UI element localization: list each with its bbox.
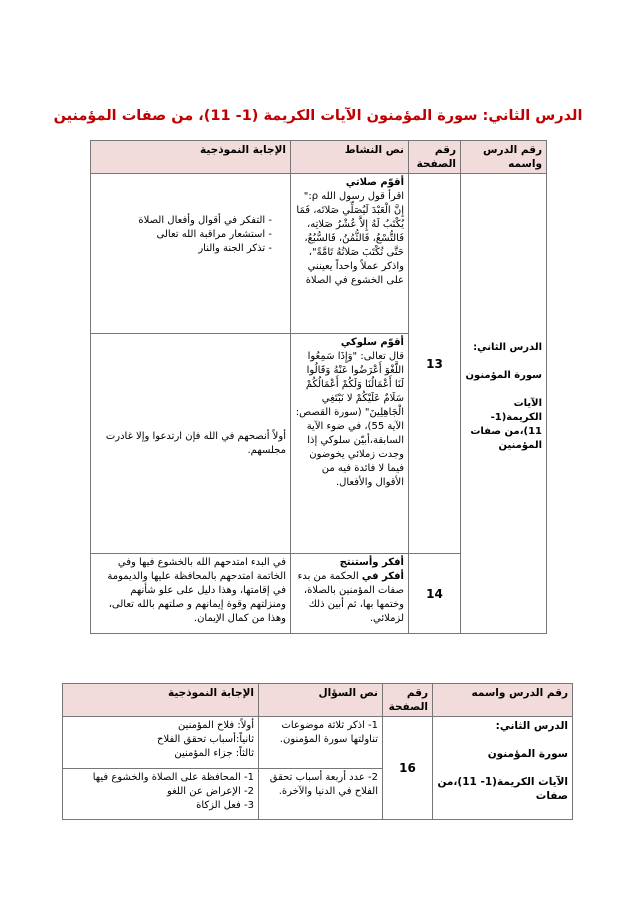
page-number: 16 (383, 717, 433, 820)
activity-heading: أقوّم صلاتي (345, 177, 404, 188)
page-number: 14 (409, 554, 461, 634)
lesson-surah: سورة المؤمنون (487, 748, 568, 760)
activity-cell (291, 174, 409, 334)
question-cell: 2- عدد أربعة أسباب تحقق الفلاح في الدنيا والآخرة. (259, 768, 383, 820)
activity-cell (291, 554, 409, 634)
activity-text: اقرأ قول رسول الله ρ:" إِنَّ الْعَبْدَ لَيُصَلِّي صَلاتَه، فَمَا يُكْتَبُ لَهُ إِلاَّ عُشْرُ صَلاتِه، فَالتُّسْعُ، فَالثُّمُنُ، فَالسُّبُعُ، حَتَّى تُكْتَبَ صَلاتُهُ تَامَّةً"، واذكر عملاً واحداً يعينني على الخشوع في الصلاة (296, 191, 404, 286)
header-answer: الإجابة النموذجية (91, 141, 291, 174)
lesson-name-cell (433, 717, 573, 820)
header-page: رقم الصفحة (383, 684, 433, 717)
activity-body: الحكمة من بدء صفات المؤمنين بالصلاة، وختمها بها، ثم أبين ذلك لزملائي. (297, 571, 404, 624)
answer-item: - تذكر الجنة والنار (95, 242, 272, 256)
answer-cell (63, 768, 259, 820)
answer-item: 1- المحافظة على الصلاة والخشوع فيها (92, 771, 254, 783)
activity-heading: أقوّم سلوكي (340, 337, 404, 348)
activity-text (295, 570, 404, 626)
header-lesson: رقم الدرس واسمه (433, 684, 573, 717)
answer-cell (91, 174, 291, 334)
lesson-verses: الآيات الكريمة(1- 11)،من صفات (437, 776, 568, 802)
question-cell: 1- اذكر ثلاثة موضوعات تناولتها سورة المؤمنون. (259, 717, 383, 769)
answer-cell: في البدء امتدحهم الله بالخشوع فيها وفي الخاتمة امتدحهم بالمحافظة عليها والديمومة في إقامتها، وهذا دليل على علو شأنهم ومنزلتهم وقوة إيمانهم و صلتهم بالله تعالى، وهذا من كمال الإيمان. (91, 554, 291, 634)
activity-cell (291, 334, 409, 554)
header-activity: نص النشاط (291, 141, 409, 174)
table-header-row (63, 684, 573, 717)
lesson-label: الدرس الثاني: (495, 720, 568, 732)
answer-item: 2- الإعراض عن اللغو (166, 785, 254, 797)
header-page: رقم الصفحة (409, 141, 461, 174)
table-row (63, 717, 573, 769)
table-header-row (91, 141, 547, 174)
answer-item: - التفكر في أقوال وأفعال الصلاة (95, 214, 272, 228)
page-number: 13 (409, 174, 461, 554)
answer-list (95, 214, 286, 256)
lesson-surah: سورة المؤمنون (465, 369, 542, 381)
answer-item: أولاً: فلاح المؤمنين (177, 720, 254, 731)
answer-item: 3- فعل الزكاة (196, 799, 254, 811)
activity-heading: أفكر وأستنتج (339, 557, 404, 568)
lesson-verses: الآيات الكريمة(1- 11)،من صفات المؤمنين (470, 397, 542, 451)
answer-cell: أولاً أنصحهم في الله فإن ارتدعوا وإلا غادرت مجلسهم. (91, 334, 291, 554)
answer-item: ثانياً:أسباب تحقق الفلاح (157, 734, 254, 745)
lesson-activities-table (90, 140, 547, 634)
activity-subheading: أفكر في (361, 571, 404, 582)
activity-text: قال تعالى: "وَإِذَا سَمِعُوا اللَّغْوَ أَعْرَضُوا عَنْهُ وَقَالُوا لَنَا أَعْمَالُنَا وَلَكُمْ أَعْمَالُكُمْ سَلَامٌ عَلَيْكُمْ لا نَبْتَغِي الْجَاهِلِينَ" (سورة القصص: الآية 55)، في ضوء الآية السابقة،أبيّن سلوكي إذا وجدت زملائي يخوضون فيما لا فائدة فيه من الأقوال والأفعال. (295, 351, 404, 488)
answer-cell (63, 717, 259, 769)
header-question: نص السؤال (259, 684, 383, 717)
lesson-name-cell (461, 174, 547, 634)
table-row (91, 174, 547, 334)
page-title: الدرس الثاني: سورة المؤمنون الآيات الكريمة (1- 11)، من صفات المؤمنين (53, 108, 583, 124)
header-answer: الإجابة النموذجية (63, 684, 259, 717)
answer-item: - استشعار مراقبة الله تعالى (95, 228, 272, 242)
answer-item: ثالثاً: جزاء المؤمنين (174, 748, 254, 759)
header-lesson: رقم الدرس واسمه (461, 141, 547, 174)
lesson-label: الدرس الثاني: (473, 341, 542, 353)
lesson-questions-table (62, 683, 573, 820)
